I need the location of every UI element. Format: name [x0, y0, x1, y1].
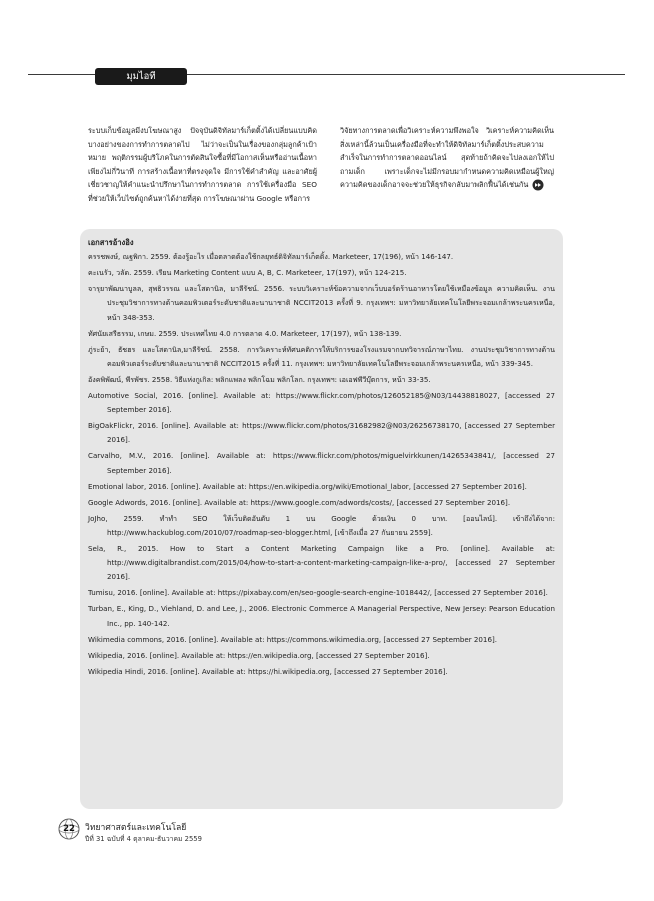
reference-item: Wikipedia Hindi, 2016. [online]. Available at: https://hi.wikipedia.org, [accessed 27 September 2016]. — [88, 666, 448, 676]
reference-item: BigOakFlickr, 2016. [online]. Available at: https://www.flickr.com/photos/31682982@N03/26256738170, [accessed 27 September 2016]. — [88, 421, 555, 445]
reference-item: Turban, E., King, D., Viehland, D. and Lee, J., 2006. Electronic Commerce A Managerial Perspective, New Jersey: Pearson Education Inc., pp. 140-142. — [88, 604, 555, 628]
reference-item: จารุยาพัฒนาบูลล, สุพธิวรรณ และโสดานิล, มาลีรัชน์. 2556. ระบบวิเคราะห์ข้อความจากเว็บบอร์ดร้านอาหารโดยใช้เหมืองข้อมูล ความคิดเห็น. งานประชุมวิชาการทางด้านคอมพิวเตอร์ระดับชาติและนานาชาติ NCCIT2013 ครั้งที่ 9. กรุงเทพฯ: มหาวิทยาลัยเทคโนโลยีพระจอมเกล้าพระนครเหนือ, หน้า 348-353. — [88, 283, 555, 322]
reference-item: ภู่ระย้า, ธัชฮร และโสดานิล,มาลีรัชน์. 2558. การวิเคราะห์ทัศนคติการให้บริการของโรงแรมจากบทวิจารณ์ภาษาไทย. งานประชุมวิชาการทางด้านคอมพิวเตอร์ระดับชาติและนานาชาติ NCCIT2015 ครั้งที่ 11. กรุงเทพฯ: มหาวิทยาลัยเทคโนโลยีพระจอมเกล้าพระนครเหนือ, หน้า 339-345. — [88, 344, 555, 368]
body-text-right — [340, 124, 554, 192]
page-number: 22 — [63, 824, 75, 834]
references-title: เอกสารอ้างอิง — [88, 238, 134, 247]
continue-arrow-icon — [532, 179, 544, 191]
journal-name: วิทยาศาสตร์และเทคโนโลยี — [85, 823, 187, 833]
reference-item: Automotive Social, 2016. [online]. Available at: https://www.flickr.com/photos/126052185@N03/14438818027, [accessed 27 September 2016]. — [88, 390, 555, 415]
body-column-left — [88, 124, 317, 205]
reference-item: คะเนรัว, วลัด. 2559. เรียน Marketing Content แบบ A, B, C. Marketeer, 17(197), หน้า 124-215. — [88, 267, 407, 277]
reference-item: Google Adwords, 2016. [online]. Available at: https://www.google.com/adwords/costs/, [accessed 27 September 2016]. — [88, 497, 511, 507]
journal-issue: ปีที่ 31 ฉบับที่ 4 ตุลาคม-ธันวาคม 2559 — [85, 835, 202, 843]
references-list — [88, 250, 555, 679]
reference-item: JoJho, 2559. ทำทำ SEO ให้เว็บติดอันดับ 1 บน Google ด้วยเงิน 0 บาท. [ออนไลน์]. เข้าถึงได้จาก: http://www.hackublog.com/2010/07/roadmap-seo-blogger.html, [เข้าถึงเมื่อ 27 กันยายน 2559]. — [88, 513, 555, 537]
section-title: มุมไอที — [126, 71, 156, 82]
reference-item: ทัศนัยเสรีธรรม, เกษม. 2559. ประเทศไทย 4.0 การตลาด 4.0. Marketeer, 17(197), หน้า 138-139. — [88, 328, 402, 338]
reference-item: Wikipedia, 2016. [online]. Available at: https://en.wikipedia.org, [accessed 27 September 2016]. — [88, 650, 430, 660]
reference-item: ครรชพงษ์, ณฐพิกา. 2559. ต้องรู้อะไร เมื่อตลาดต้องใช้กลยุทธ์ดิจิทัลมาร์เก็ตติ้ง. Marketeer, 17(196), หน้า 146-147. — [88, 252, 454, 261]
section-tab — [95, 68, 187, 85]
body-text-right-content: วิจัยทางการตลาดเพื่อวิเคราะห์ความพึงพอใจ วิเคราะห์ความคิดเห็น สิ่งเหล่านี้ล้วนเป็นเครื่องมือที่จะทำให้ดิจิทัลมาร์เก็ตติ้งประสบความสำเร็จในการทำการตลาดออนไลน์ สุดท้ายถ้าคิดจะไปลงเอกให้ไปถามเด็ก เพราะเด็กจะไม่มีกรอบมากำหนดความคิดเหมือนผู้ใหญ่ ความคิดของเด็กอาจจะช่วยให้ธุรกิจกลับมาพลิกฟื้นได้เช่นกัน — [340, 126, 554, 189]
reference-item: อังคพิพัฒน์, พีรพัชร. 2558. วิธีแห่งกูเกิล: พลิกแพลง พลิกโฉม พลิกโลก. กรุงเทพฯ: เอเอฟพีวีบุ๊ตการ, หน้า 33-35. — [88, 374, 431, 384]
references-box — [80, 229, 563, 809]
reference-item: Emotional labor, 2016. [online]. Available at: https://en.wikipedia.org/wiki/Emotional_labor, [accessed 27 September 2016]. — [88, 481, 527, 491]
reference-item: Sela, R., 2015. How to Start a Content Marketing Campaign like a Pro. [online]. Available at: http://www.digitalbrandist.com/2015/04/how-to-start-a-content-marketing-campaign-like-a-pro/, [accessed 27 September 2016]. — [88, 543, 555, 582]
reference-item: Tumisu, 2016. [online]. Available at: https://pixabay.com/en/seo-google-search-engine-1018442/, [accessed 27 September 2016]. — [88, 588, 548, 598]
reference-item: Carvalho, M.V., 2016. [online]. Available at: https://www.flickr.com/photos/miguelvirkkunen/14265343841/, [accessed 27 September 2016]. — [88, 451, 555, 475]
body-text-left: ระบบเก็บข้อมูลมีงบโฆษณาสูง ปัจจุบันดิจิทัลมาร์เก็ตติ้งได้เปลี่ยนแบบคิดบางอย่างของการทำการตลาดไป ไม่ว่าจะเป็นในเรื่องของกลุ่มลูกค้าเป้าหมาย พฤติกรรมผู้บริโภคในการตัดสินใจซื้อที่มีโอกาสเห็นหรืออ่านเนื้อหาเพียงไม่กี่วินาที การสร้างเนื้อหาที่ตรงจุดใจ มีการใช้คำสำคัญ และอาศัยผู้เชี่ยวชาญให้คำแนะนำปรึกษาในการทำการตลาด การใช้เครื่องมือ SEO ที่ช่วยให้เว็บไซต์ถูกค้นหาได้ง่ายที่สุด การโฆษณาผ่าน Google หรือการ — [88, 126, 317, 203]
body-column-right — [340, 124, 554, 192]
reference-item: Wikimedia commons, 2016. [online]. Available at: https://commons.wikimedia.org, [accessed 27 September 2016]. — [88, 634, 497, 644]
